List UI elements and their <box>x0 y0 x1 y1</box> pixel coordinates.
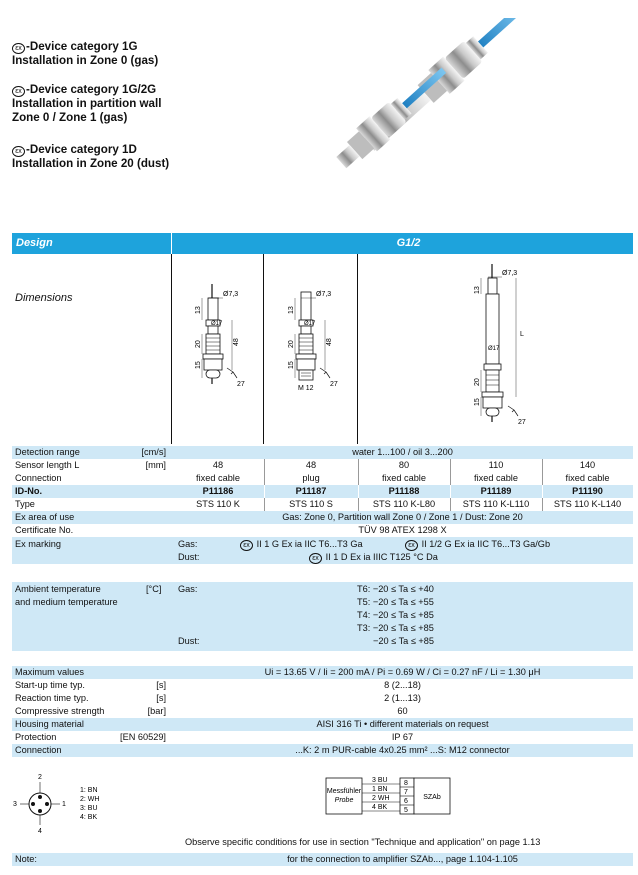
product-photo <box>285 18 625 223</box>
sensor-length-cell: 80 <box>398 460 410 470</box>
dim-w27: 27 <box>330 381 338 388</box>
drawing-divider <box>357 254 358 444</box>
reaction-time-label: Reaction time typ. <box>15 693 89 703</box>
id-no-cell: P11189 <box>480 486 512 496</box>
row-startup-time <box>12 679 633 692</box>
id-no-cell: P11187 <box>295 486 327 496</box>
dim-h20: 20 <box>288 340 295 348</box>
design-label: Design <box>16 237 53 249</box>
drawing-divider <box>171 254 172 444</box>
pin-number: 1 <box>62 801 66 808</box>
category-1g2g-title: -Device category 1G/2G <box>26 83 157 96</box>
wire-label: 3 BU <box>372 777 388 784</box>
dim-h15: 15 <box>474 398 481 406</box>
note-value: for the connection to amplifier SZAb..., page 1.104-1.105 <box>287 854 518 864</box>
category-1g-title: -Device category 1G <box>26 40 138 53</box>
dimensions-label: Dimensions <box>15 292 73 304</box>
dim-d73: Ø7,3 <box>223 291 239 298</box>
pin-number: 4 <box>38 828 42 835</box>
connection2-value: ...K: 2 m PUR-cable 4x0.25 mm² ...S: M12 connector <box>295 745 510 755</box>
protection-value: IP 67 <box>391 732 414 742</box>
category-1d-block <box>12 143 169 171</box>
ex-icon: εx <box>240 540 253 551</box>
ambient-unit: [°C] <box>146 584 162 594</box>
sensor-length-cell: 110 <box>488 460 504 470</box>
dim-w27: 27 <box>518 419 526 426</box>
dim-h15: 15 <box>288 361 295 369</box>
ex-icon: εx <box>405 540 418 551</box>
dim-d17: Ø17 <box>488 346 500 352</box>
dim-h20: 20 <box>474 378 481 386</box>
ex-marking-gas-b: II 1/2 G Ex ia IIC T6...T3 Ga/Gb <box>421 539 551 549</box>
dim-d73: Ø7,3 <box>316 291 332 298</box>
dim-h13: 13 <box>474 286 481 294</box>
drawing-sts110s <box>270 284 350 414</box>
row-note <box>12 853 633 866</box>
dim-h13: 13 <box>195 306 202 314</box>
terminal-number: 8 <box>404 780 408 787</box>
detection-range-unit: [cm/s] <box>141 447 166 457</box>
category-1d-title: -Device category 1D <box>26 143 137 156</box>
detection-range-label: Detection range <box>15 447 80 457</box>
row-ex-area <box>12 511 633 524</box>
design-value: G1/2 <box>396 237 421 249</box>
row-compressive-strength <box>12 705 633 718</box>
connection-cell: plug <box>302 473 320 483</box>
compressive-label: Compressive strength <box>15 706 105 716</box>
ex-marking-gas-a: II 1 G Ex ia IIC T6...T3 Ga <box>256 539 363 549</box>
design-bar-divider <box>171 233 172 254</box>
ex-marking-label: Ex marking <box>15 539 61 549</box>
protection-unit: [EN 60529] <box>120 732 166 742</box>
connection-cell: fixed cable <box>474 473 518 483</box>
category-1g2g-zone: Zone 0 / Zone 1 (gas) <box>12 111 128 124</box>
type-cell: STS 110 S <box>289 499 333 509</box>
connection-cell: fixed cable <box>565 473 610 483</box>
ambient-dust-value: −20 ≤ Ta ≤ +85 <box>373 636 435 646</box>
connection-label: Connection <box>15 473 62 483</box>
type-cell: STS 110 K-L80 <box>372 499 436 509</box>
spec-table <box>12 446 633 871</box>
connection-cell: fixed cable <box>382 473 426 483</box>
ambient-t6: T6: −20 ≤ Ta ≤ +40 <box>357 584 434 594</box>
dim-d17: Ø17 <box>211 321 223 327</box>
pin-label: 2: WH <box>80 796 100 803</box>
reaction-time-unit: [s] <box>156 693 166 703</box>
ambient-t3: T3: −20 ≤ Ta ≤ +85 <box>357 623 434 633</box>
category-1g-block <box>12 40 158 68</box>
wiring-probe-label: Messfühler <box>326 788 362 795</box>
sensor-length-label: Sensor length L <box>15 460 80 470</box>
housing-value: AISI 316 Ti • different materials on request <box>316 719 489 729</box>
pin-label: 4: BK <box>80 814 98 821</box>
note-label: Note: <box>15 854 37 864</box>
row-connection-2 <box>12 744 633 757</box>
type-cell: STS 110 K-L110 <box>462 499 530 509</box>
id-no-cell: P11188 <box>388 486 420 496</box>
wiring-amp-label: SZAb <box>423 794 441 801</box>
dim-h15: 15 <box>195 361 202 369</box>
ex-icon: εx <box>12 43 25 54</box>
row-protection <box>12 731 633 744</box>
row-reaction-time <box>12 692 633 705</box>
startup-time-value: 8 (2...18) <box>384 680 421 690</box>
reaction-time-value: 2 (1...13) <box>384 693 421 703</box>
design-header-bar <box>12 233 633 254</box>
observe-note: Observe specific conditions for use in section "Technique and application" on page 1.13 <box>185 837 541 847</box>
certificate-value: TÜV 98 ATEX 1298 X <box>358 525 447 535</box>
ex-marking-dust: II 1 D Ex ia IIIC T125 °C Da <box>325 552 438 562</box>
row-certificate <box>12 524 633 537</box>
ambient-dust-label: Dust: <box>178 636 200 646</box>
dim-d73: Ø7,3 <box>502 270 518 277</box>
connection2-label: Connection <box>15 745 62 755</box>
compressive-value: 60 <box>397 706 408 716</box>
pin-number: 3 <box>13 801 17 808</box>
category-1g2g-block <box>12 83 161 125</box>
dim-w27: 27 <box>237 381 245 388</box>
ambient-label-2: and medium temperature <box>15 597 118 607</box>
ex-icon: εx <box>12 146 25 157</box>
maximum-values-value: Ui = 13.65 V / Ii = 200 mA / Pi = 0.69 W / Ci = 0.27 nF / Li = 1.30 μH <box>264 667 541 677</box>
row-sensor-length <box>12 459 633 472</box>
dim-d17: Ø17 <box>304 321 316 327</box>
ex-icon: εx <box>309 553 322 564</box>
row-type <box>12 498 633 511</box>
dim-h20: 20 <box>195 340 202 348</box>
terminal-number: 7 <box>404 789 408 796</box>
row-ambient-temperature <box>12 582 633 651</box>
terminal-number: 6 <box>404 798 408 805</box>
dim-h48: 48 <box>326 338 333 346</box>
dim-h13: 13 <box>288 306 295 314</box>
category-1g2g-install: Installation in partition wall <box>12 97 162 110</box>
pinout-diagram <box>12 768 132 838</box>
wiring-diagram <box>322 768 482 828</box>
sensor-length-cell: 48 <box>212 460 224 470</box>
dim-h48: 48 <box>233 338 240 346</box>
pin-label: 3: BU <box>80 805 98 812</box>
housing-label: Housing material <box>15 719 84 729</box>
compressive-unit: [bar] <box>147 706 166 716</box>
id-no-cell: P11190 <box>572 486 603 496</box>
startup-time-label: Start-up time typ. <box>15 680 85 690</box>
certificate-label: Certificate No. <box>15 525 74 535</box>
row-id-no <box>12 485 633 498</box>
row-connection <box>12 472 633 485</box>
drawing-sts110k <box>177 284 257 414</box>
row-housing-material <box>12 718 633 731</box>
wire-label: 2 WH <box>372 795 390 802</box>
maximum-values-label: Maximum values <box>15 667 84 677</box>
ex-area-label: Ex area of use <box>15 512 75 522</box>
pin-number: 2 <box>38 774 42 781</box>
row-maximum-values <box>12 666 633 679</box>
dim-L: L <box>520 331 524 338</box>
ambient-label: Ambient temperature <box>15 584 101 594</box>
connection-cell: fixed cable <box>196 473 240 483</box>
wiring-probe-sub: Probe <box>334 797 354 804</box>
sensor-length-cell: 140 <box>579 460 596 470</box>
type-label: Type <box>15 499 35 509</box>
pin-label: 1: BN <box>80 787 98 794</box>
ex-icon: εx <box>12 86 25 97</box>
ambient-t4: T4: −20 ≤ Ta ≤ +85 <box>357 610 434 620</box>
drawing-sts110k-l <box>452 264 542 434</box>
drawing-divider <box>263 254 264 444</box>
ambient-t5: T5: −20 ≤ Ta ≤ +55 <box>357 597 434 607</box>
ambient-gas-label: Gas: <box>178 584 198 594</box>
protection-label: Protection <box>15 732 57 742</box>
category-1d-zone: Installation in Zone 20 (dust) <box>12 157 170 170</box>
category-1g-zone: Installation in Zone 0 (gas) <box>12 54 159 67</box>
id-no-label: ID-No. <box>15 486 43 496</box>
ex-marking-gas-label: Gas: <box>178 539 198 549</box>
wire-label: 4 BK <box>372 804 388 811</box>
wire-label: 1 BN <box>372 786 388 793</box>
type-cell: STS 110 K <box>196 499 240 509</box>
id-no-cell: P11186 <box>202 486 234 496</box>
type-cell: STS 110 K-L140 <box>553 499 622 509</box>
sensor-length-unit: [mm] <box>145 460 166 470</box>
detection-range-value: water 1...100 / oil 3...200 <box>352 447 453 457</box>
dimension-drawings <box>12 254 633 444</box>
row-ex-marking <box>12 537 633 564</box>
sensor-length-cell: 48 <box>305 460 317 470</box>
dim-m12: M 12 <box>298 385 314 392</box>
ex-marking-dust-label: Dust: <box>178 552 200 562</box>
ex-area-value: Gas: Zone 0, Partition wall Zone 0 / Zone 1 / Dust: Zone 20 <box>282 512 523 522</box>
wrench-icon <box>508 406 518 416</box>
row-detection-range <box>12 446 633 459</box>
startup-time-unit: [s] <box>156 680 166 690</box>
terminal-number: 5 <box>404 807 408 814</box>
